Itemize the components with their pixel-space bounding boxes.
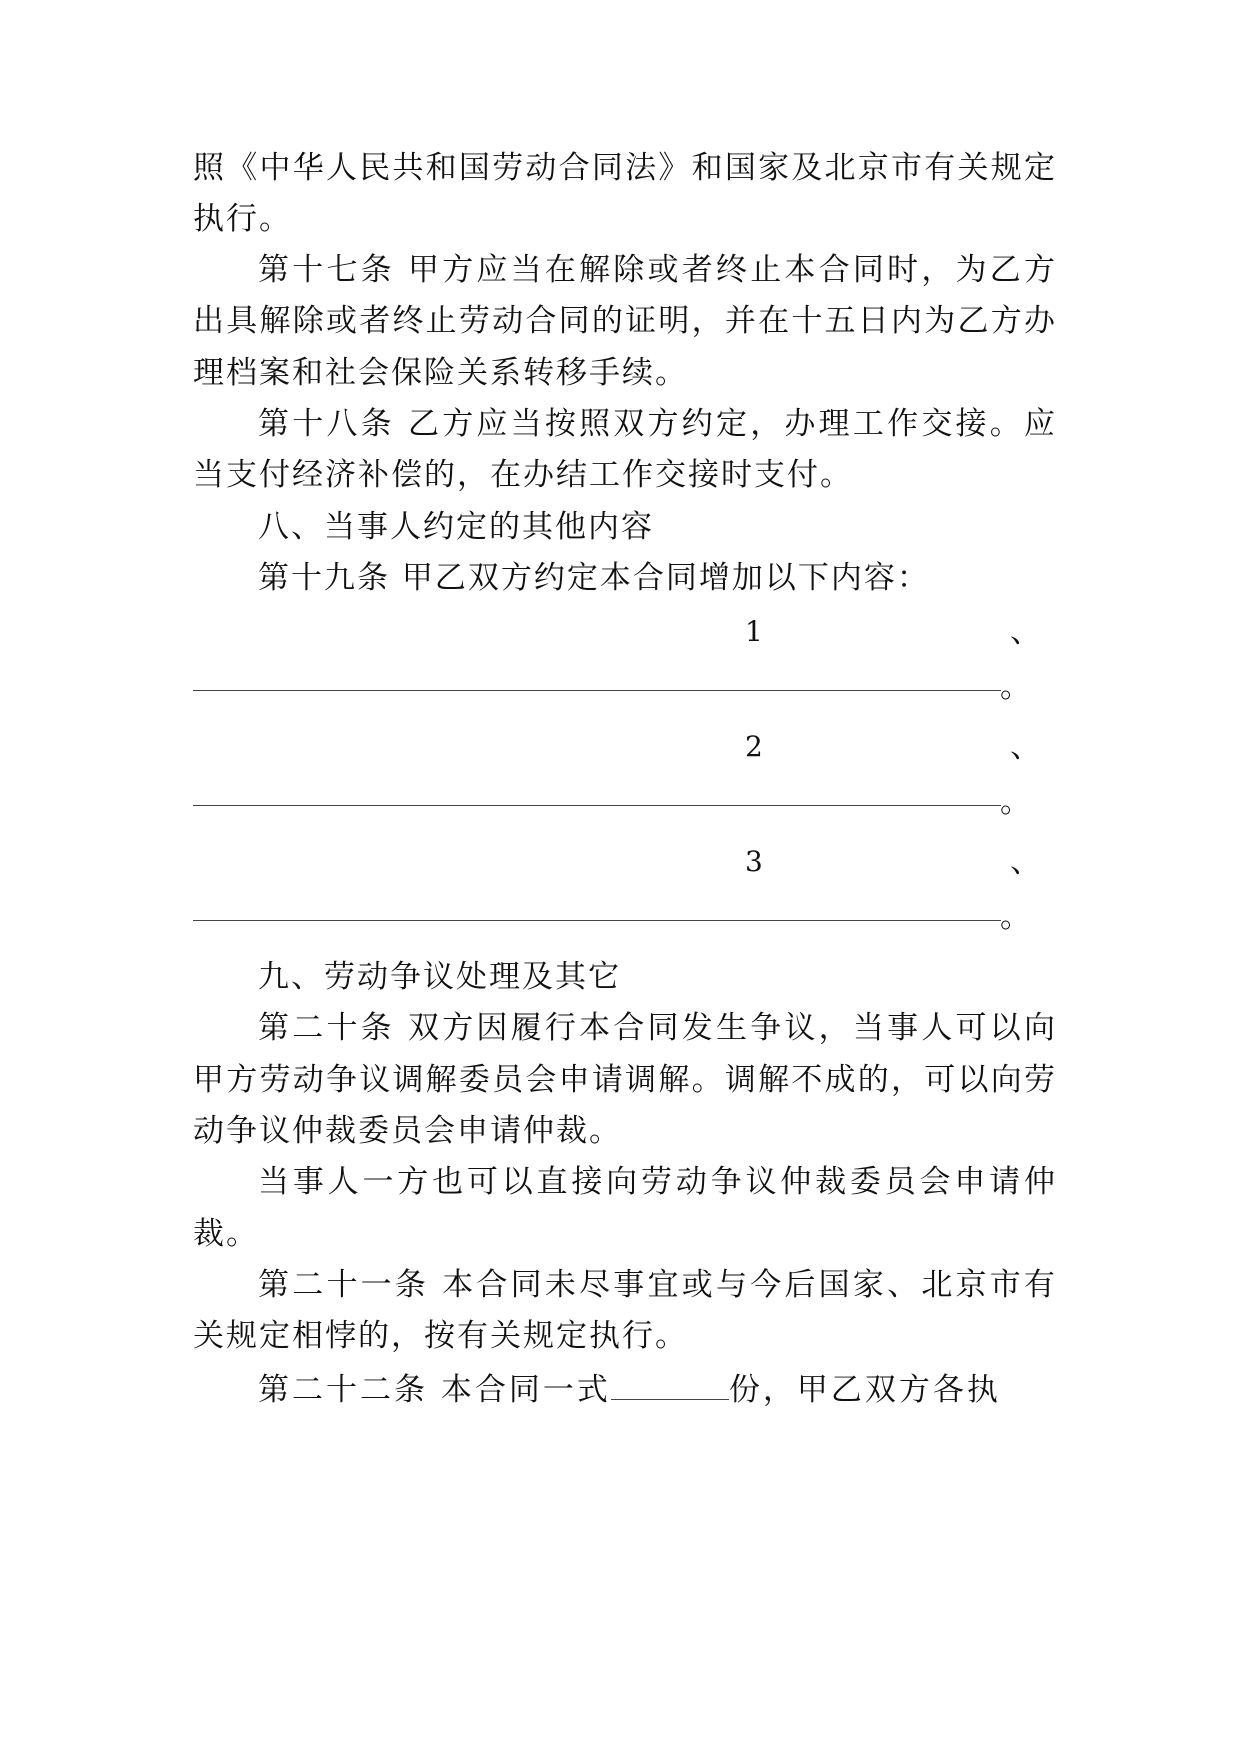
text-line: 理档案和社会保险关系转移手续。 xyxy=(193,355,688,391)
section-9-heading: 九、劳动争议处理及其它 xyxy=(258,959,621,995)
article-18-heading-line: 第十八条 乙方应当按照双方约定，办理工作交接。应 xyxy=(258,406,1055,442)
item-number: 3 xyxy=(745,845,763,878)
article-19-heading-line: 第十九条 甲乙双方约定本合同增加以下内容： xyxy=(258,560,930,596)
text-line: 动争议仲裁委员会申请仲裁。 xyxy=(193,1113,622,1149)
article-17-heading-line: 第十七条 甲方应当在解除或者终止本合同时，为乙方 xyxy=(258,252,1055,288)
text-line: 甲方劳动争议调解委员会申请调解。调解不成的，可以向劳 xyxy=(193,1062,1055,1098)
article-21-heading-line: 第二十一条 本合同未尽事宜或与今后国家、北京市有 xyxy=(258,1267,1055,1303)
fill-in-blank-line xyxy=(193,805,1001,806)
article-22-text-before: 第二十二条 本合同一式 xyxy=(258,1372,611,1408)
fill-in-blank-line xyxy=(193,690,1001,691)
item-number: 2 xyxy=(745,730,763,763)
item-number: 1 xyxy=(745,615,763,648)
article-22-text-after: 份，甲乙双方各执 xyxy=(728,1372,1001,1408)
text-line: 裁。 xyxy=(193,1216,259,1252)
text-line: 当事人一方也可以直接向劳动争议仲裁委员会申请仲 xyxy=(258,1164,1055,1200)
item-end-mark: 。 xyxy=(1000,899,1031,935)
copies-blank xyxy=(611,1371,729,1400)
item-separator: 、 xyxy=(1010,729,1041,765)
text-line: 执行。 xyxy=(193,201,292,237)
item-end-mark: 。 xyxy=(1000,669,1031,705)
text-line: 照《中华人民共和国劳动合同法》和国家及北京市有关规定 xyxy=(193,150,1055,186)
item-end-mark: 。 xyxy=(1000,784,1031,820)
text-line: 出具解除或者终止劳动合同的证明，并在十五日内为乙方办 xyxy=(193,303,1055,339)
text-line: 关规定相悖的，按有关规定执行。 xyxy=(193,1318,688,1354)
article-20-heading-line: 第二十条 双方因履行本合同发生争议，当事人可以向 xyxy=(258,1010,1055,1046)
fill-in-blank-line xyxy=(193,920,1001,921)
section-8-heading: 八、当事人约定的其他内容 xyxy=(258,509,654,545)
item-separator: 、 xyxy=(1010,844,1041,880)
item-separator: 、 xyxy=(1010,614,1041,650)
text-line: 当支付经济补偿的，在办结工作交接时支付。 xyxy=(193,457,853,493)
article-22-line xyxy=(258,1370,1055,1410)
